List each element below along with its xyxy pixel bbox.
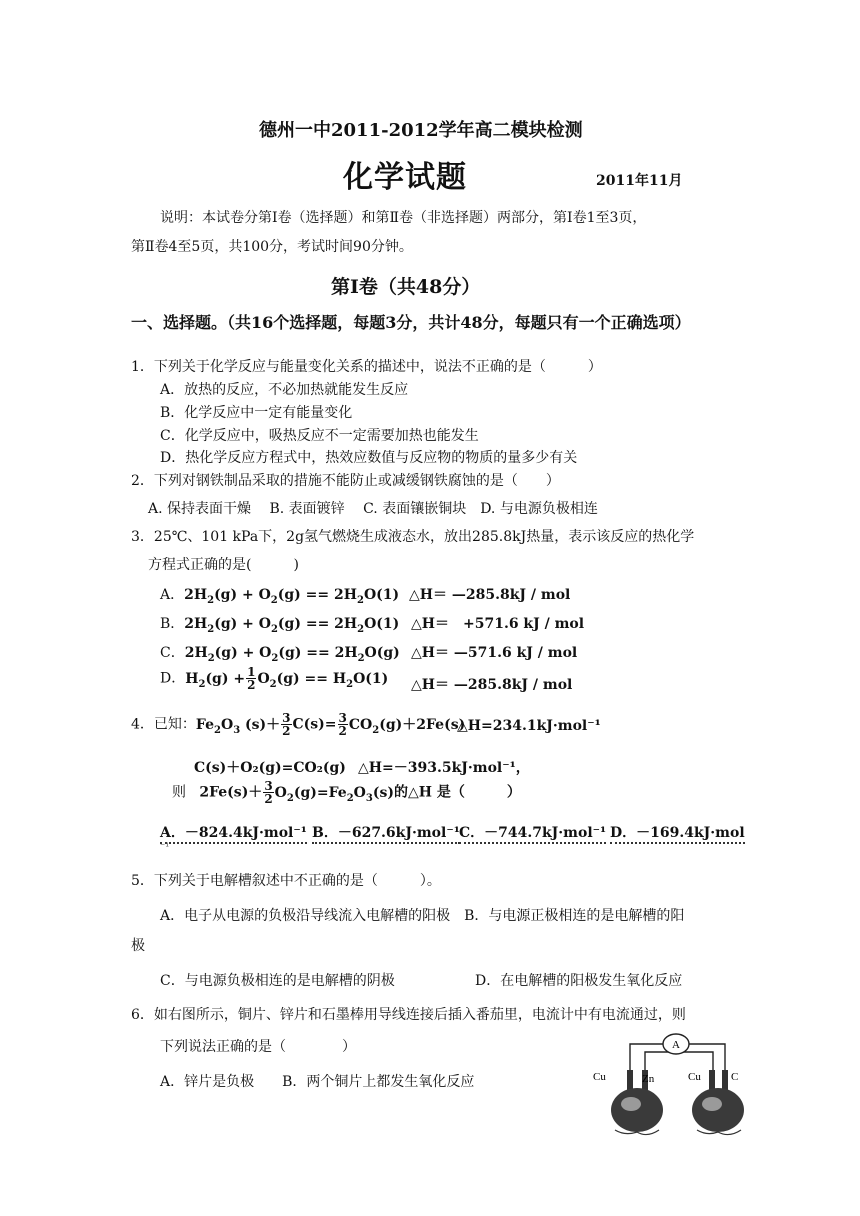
figure-label-zn: Zn (642, 1073, 655, 1085)
figure-label-cu-right: Cu (688, 1071, 701, 1083)
q1-option-c: C．化学反应中，吸热反应不一定需要加热也能发生 (160, 428, 479, 444)
q5-option-c: C．与电源负极相连的是电解槽的阴极 (160, 973, 395, 989)
note-line-1: 说明：本试卷分第Ⅰ卷（选择题）和第Ⅱ卷（非选择题）两部分，第Ⅰ卷1至3页， (160, 210, 647, 226)
q3-option-b-dh: △H＝ +571.6 kJ / mol (411, 616, 585, 632)
q4-option-a: A．－824.4kJ·mol⁻¹ (160, 822, 307, 842)
q4-option-d-wrap: ⁻¹ (160, 842, 170, 853)
q4-line-1: 4．已知：$Fe_2O_3$ (s)＋ $\frac{3}{2}$ C(s)= $\frac{3}{2}$ $CO_2(g)+2Fe(s)$ (131, 711, 466, 738)
q1-option-d: D．热化学反应方程式中，热效应数值与反应物的物质的量多少有关 (160, 450, 578, 466)
subject-title: 化学试题 (343, 160, 467, 195)
section-instructions: 一、选择题。（共16个选择题，每题3分，共计48分，每题只有一个正确选项） (131, 313, 691, 332)
q5-option-ab: A．电子从电源的负极沿导线流入电解槽的阳极 B．与电源正极相连的是电解槽的阳 (160, 908, 685, 924)
q4-eq2: C(s)＋O₂(g)=CO₂(g) (194, 760, 346, 776)
q3-option-c: C．$2H_2(g) + O_2(g) == 2H_2O(g)$ (160, 645, 400, 664)
q5-option-d: D．在电解槽的阳极发生氧化反应 (475, 973, 683, 989)
exam-date: 2011年11月 (596, 173, 683, 189)
q4-dh2: △H=－393.5kJ·mol⁻¹， (358, 760, 530, 776)
q4-dh1: △H=234.1kJ·mol⁻¹ (457, 718, 601, 734)
q4-line-3: 则 2Fe(s)＋ $\frac{3}{2}$ $O_2(g)=Fe_2O_3(s)$的△H 是（ ） (172, 779, 521, 806)
q4-option-b: B．－627.6kJ·mol⁻¹ (312, 822, 460, 842)
q1-option-b: B．化学反应中一定有能量变化 (160, 405, 353, 421)
note-line-2: 第Ⅱ卷4至5页，共100分，考试时间90分钟。 (131, 239, 413, 255)
q2-stem: 2．下列对钢铁制品采取的措施不能防止或减缓钢铁腐蚀的是（ ） (131, 473, 560, 489)
q3-stem-2: 方程式正确的是( ) (148, 557, 299, 573)
tomato-battery-figure (585, 1030, 765, 1140)
q3-option-d-dh: △H＝ —285.8kJ / mol (411, 677, 573, 693)
q3-option-c-dh: △H＝ —571.6 kJ / mol (411, 645, 578, 661)
tomato-left (611, 1088, 663, 1132)
q4-option-d: D．－169.4kJ·mol (610, 822, 745, 842)
section-title: 第Ⅰ卷（共48分） (331, 276, 481, 298)
q2-options: A. 保持表面干燥 B. 表面镀锌 C. 表面镶嵌铜块 D. 与电源负极相连 (148, 501, 598, 517)
q3-option-a-dh: △H＝ —285.8kJ / mol (409, 587, 571, 603)
q1-stem: 1．下列关于化学反应与能量变化关系的描述中，说法不正确的是（ ） (131, 359, 602, 375)
q4-option-c: C．－744.7kJ·mol⁻¹ (459, 822, 606, 842)
q6-options: A．锌片是负极 B．两个铜片上都发生氧化反应 (160, 1074, 475, 1090)
school-line: 德州一中2011-2012学年高二模块检测 (259, 120, 583, 141)
q3-option-a: A．$2H_2(g) + O_2(g) == 2H_2O(1)$ (160, 587, 400, 606)
q6-stem-1: 6．如右图所示，铜片、锌片和石墨棒用导线连接后插入番茄里，电流计中有电流通过，则 (131, 1007, 686, 1023)
figure-label-ammeter: A (672, 1039, 680, 1051)
q1-option-a: A．放热的反应，不必加热就能发生反应 (160, 382, 409, 398)
q5-stem: 5．下列关于电解槽叙述中不正确的是（ ）。 (131, 873, 441, 889)
q3-option-d: D．$H_2(g)$ + $\frac{1}{2}$ $O_2(g) == H_2O(1)$ (160, 665, 389, 692)
tomato-right (692, 1088, 744, 1132)
q5-option-ab-tail: 极 (131, 938, 145, 954)
figure-label-c: C (731, 1071, 739, 1083)
q3-option-b: B．$2H_2(g) + O_2(g) == 2H_2O(1)$ (160, 616, 400, 635)
q6-stem-2: 下列说法正确的是（ ） (160, 1039, 356, 1055)
q3-stem-1: 3．25℃、101 kPa下，2g氢气燃烧生成液态水，放出285.8kJ热量，表示该反应的热化学 (131, 529, 695, 545)
figure-label-cu-left: Cu (593, 1071, 606, 1083)
